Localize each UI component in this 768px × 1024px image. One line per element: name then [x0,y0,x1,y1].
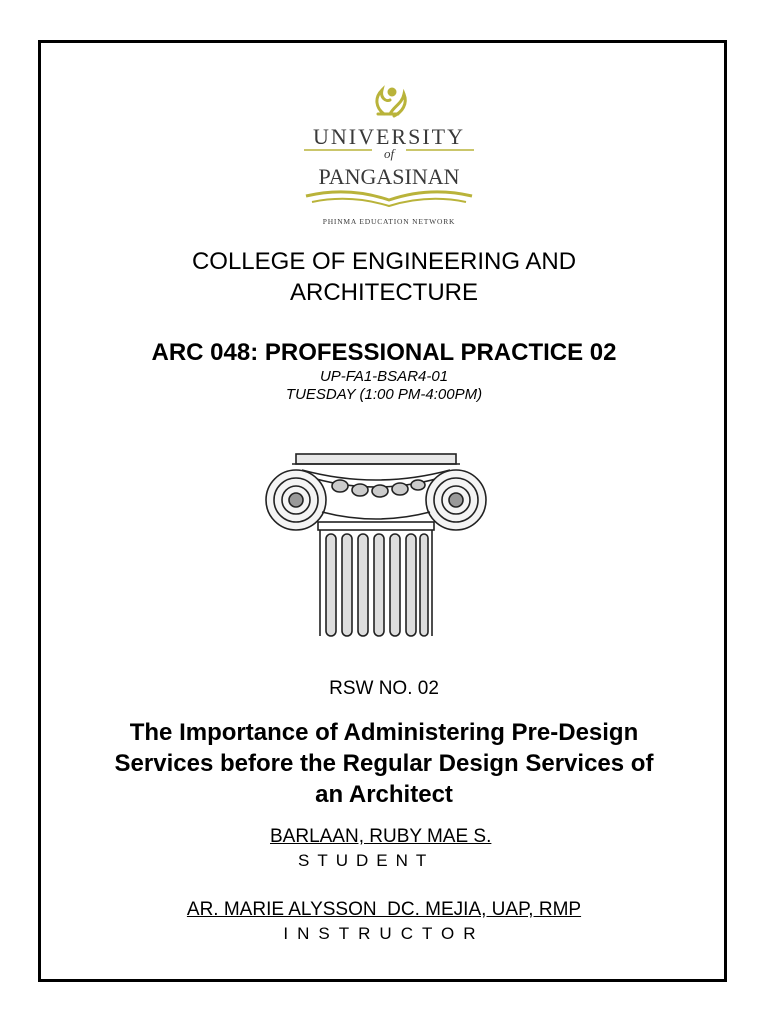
university-logo [298,78,480,228]
class-schedule: TUESDAY (1:00 PM-4:00PM) [285,386,483,403]
college-name: COLLEGE OF ENGINEERING AND ARCHITECTURE [191,248,577,306]
rsw-number: RSW NO. 02 [329,678,439,699]
logo-tagline: PHINMA EDUCATION NETWORK [322,217,456,226]
torch-emblem-icon [377,89,405,116]
paper-title: The Importance of Administering Pre-Design Services before the Regular Design Services of an Architect [114,719,654,808]
logo-line3: PANGASINAN [318,164,460,189]
logo-line1: UNIVERSITY [313,124,465,149]
logo-line2: of [383,146,395,161]
section-code: UP-FA1-BSAR4-01 [319,368,449,385]
student-role: STUDENT [298,851,435,870]
instructor-role: INSTRUCTOR [283,924,485,943]
course-title: ARC 048: PROFESSIONAL PRACTICE 02 [151,339,617,366]
student-name: BARLAAN, RUBY MAE S. [270,826,492,847]
instructor-name: AR. MARIE ALYSSON DC. MEJIA, UAP, RMP [186,899,582,920]
ionic-column-icon [262,450,490,640]
course-section [0,368,768,404]
